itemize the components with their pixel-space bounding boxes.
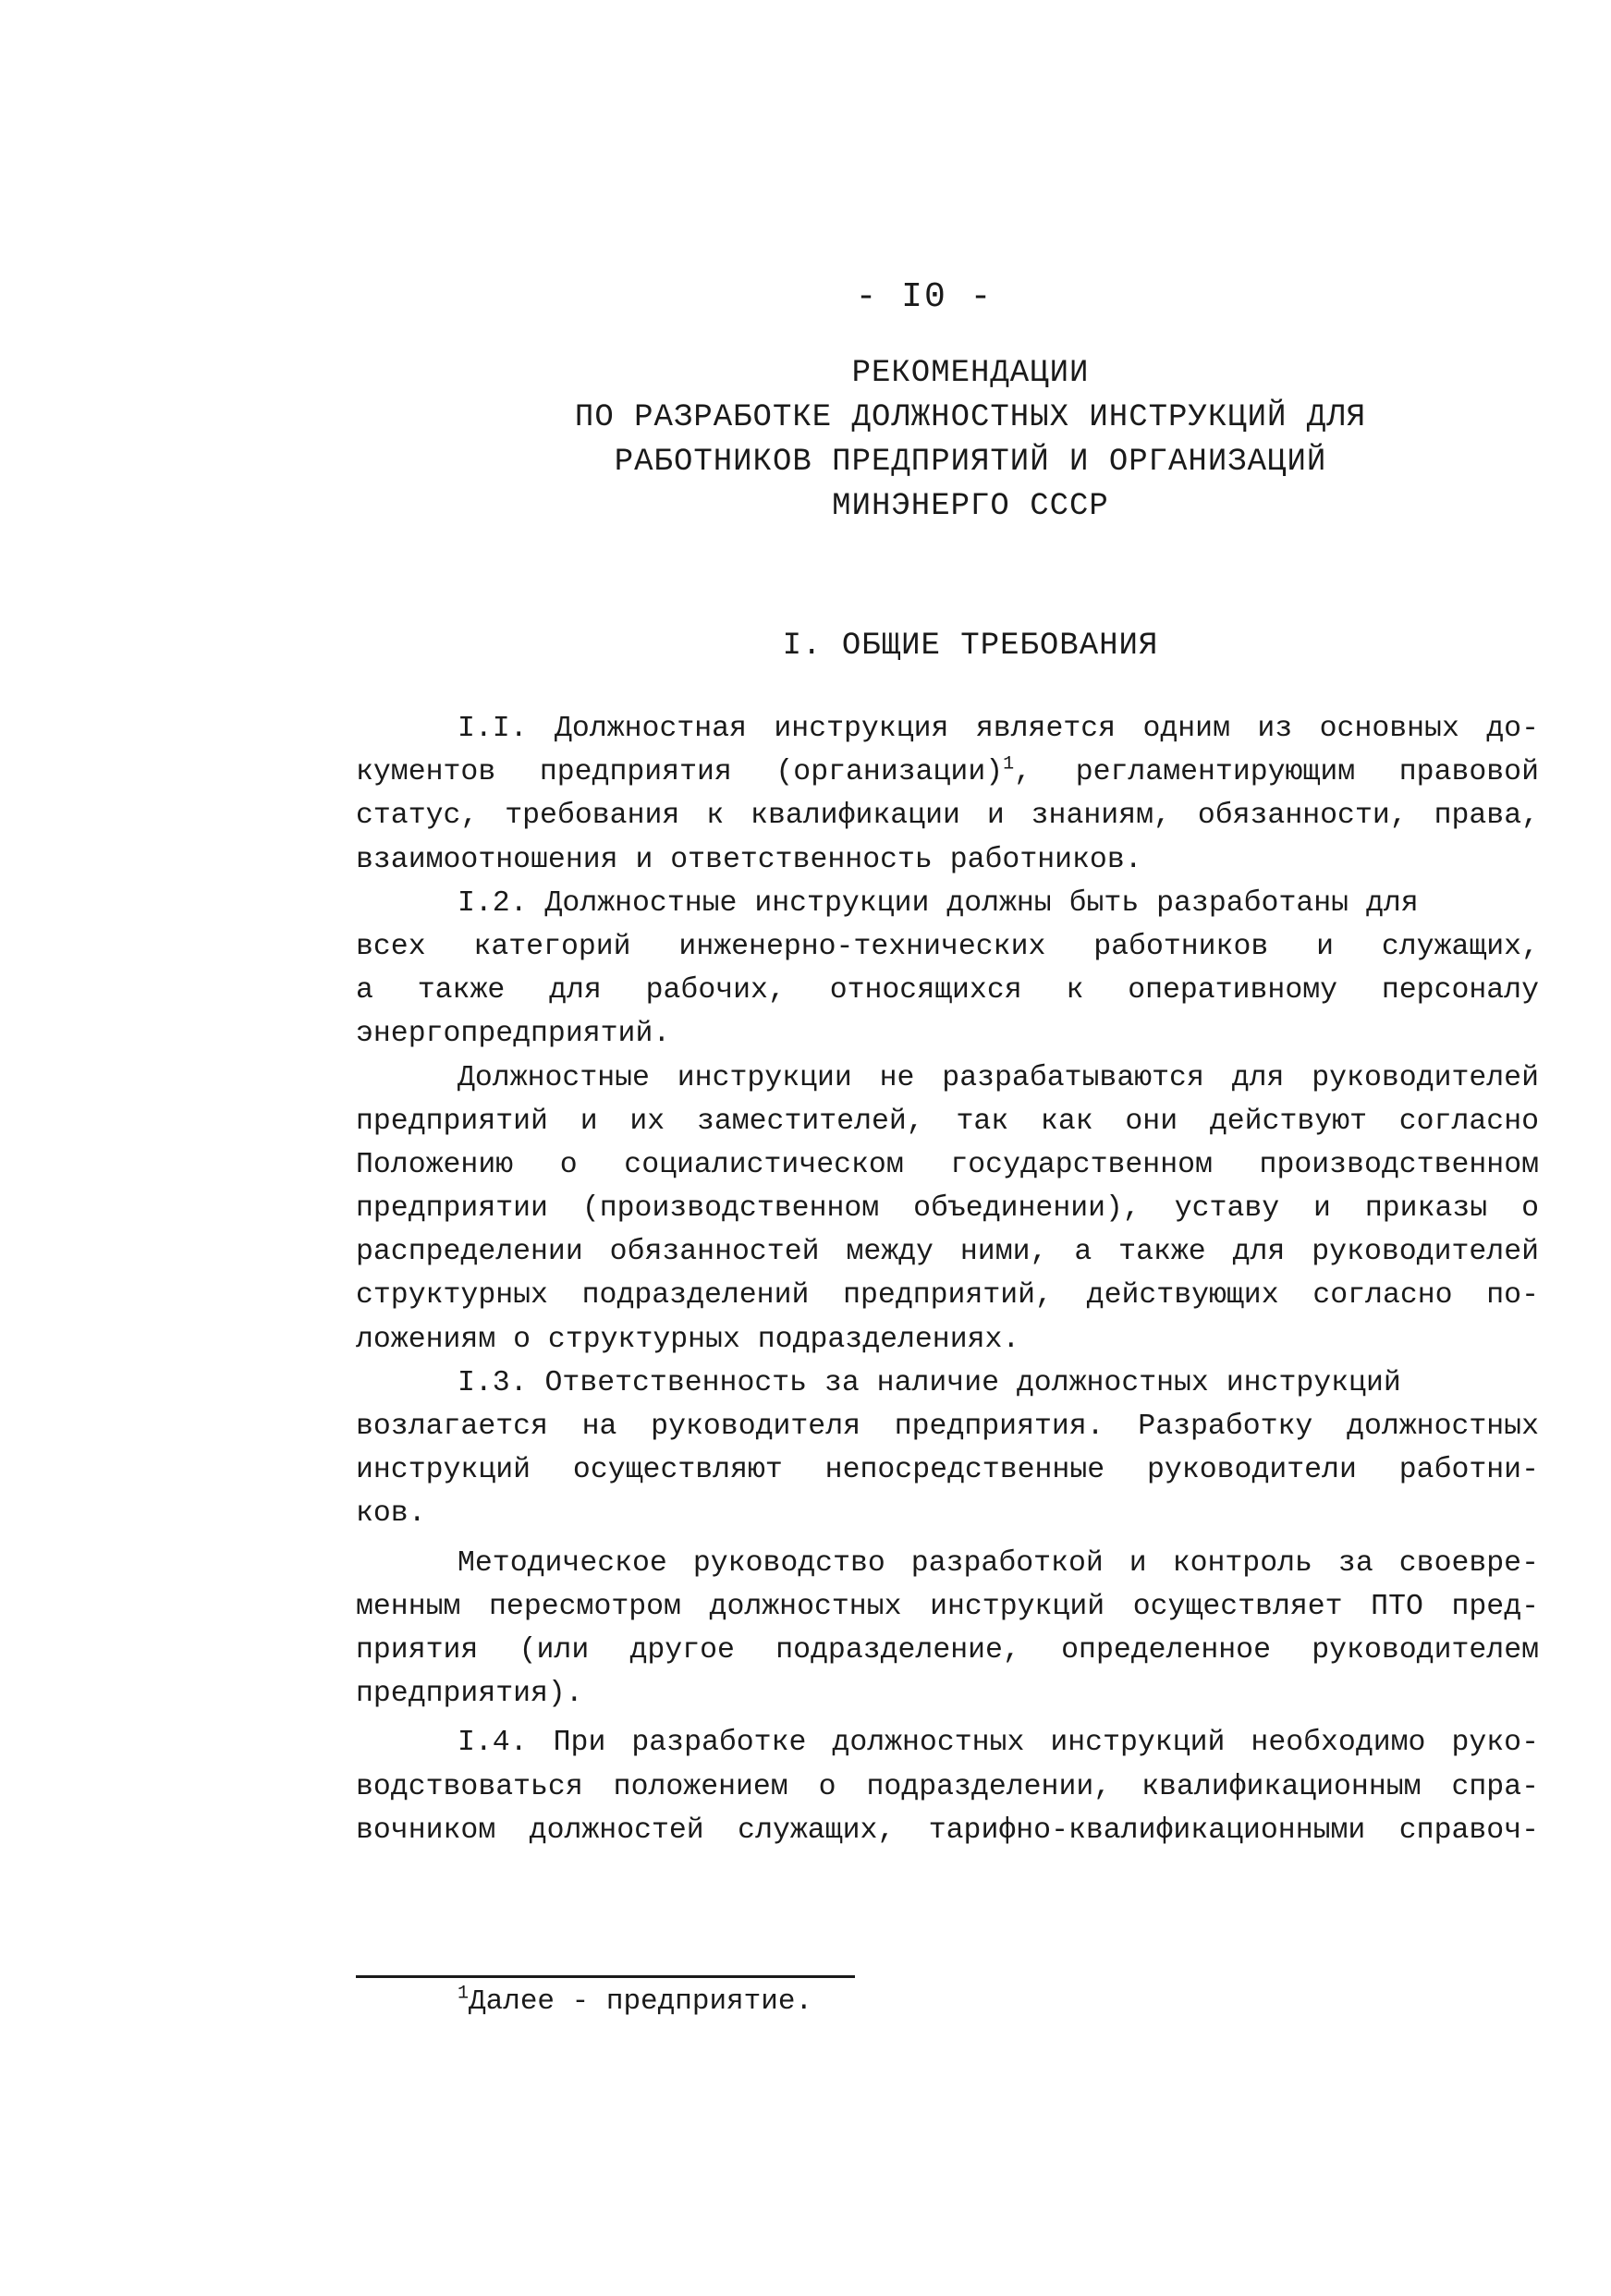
paragraph-line xyxy=(356,751,1539,794)
title-line: РЕКОМЕНДАЦИИ xyxy=(851,356,1090,391)
paragraph-line: ков. xyxy=(356,1497,426,1531)
title-line: РАБОТНИКОВ ПРЕДПРИЯТИЙ И ОРГАНИЗАЦИЙ xyxy=(614,445,1327,480)
paragraph-line: вочником должностей служащих, тарифно-квалификационными справоч- xyxy=(356,1814,1539,1847)
paragraph-line: ложениям о структурных подразделениях. xyxy=(356,1323,1020,1356)
paragraph-line: водствоваться положением о подразделении, квалификационным спра- xyxy=(356,1770,1539,1803)
paragraph-line: менным пересмотром должностных инструкций осуществляет ПТО пред- xyxy=(356,1590,1539,1623)
paragraph-line: Методическое руководство разработкой и контроль за своевре- xyxy=(458,1546,1539,1580)
footnote-reference: 1 xyxy=(1003,753,1015,776)
footnote-marker: 1 xyxy=(458,1983,470,2005)
footnote xyxy=(458,1985,812,2018)
title-line: МИНЭНЕРГО СССР xyxy=(832,489,1109,524)
paragraph-line: Должностные инструкции не разрабатываются для руководителей xyxy=(458,1061,1539,1094)
paragraph-line: предприятий и их заместителей, так как они действуют согласно xyxy=(356,1105,1539,1138)
document-title xyxy=(462,351,1479,529)
paragraph-fragment: , регламентирующим правовой xyxy=(1014,756,1539,789)
paragraph-line: структурных подразделений предприятий, действующих согласно по- xyxy=(356,1279,1539,1313)
footnote-text: Далее - предприятие. xyxy=(469,1985,813,2018)
page-number: - I0 - xyxy=(855,277,994,317)
paragraph-line: взаимоотношения и ответственность работников. xyxy=(356,843,1142,876)
paragraph-line: I.3. Ответственность за наличие должностных инструкций xyxy=(458,1366,1401,1399)
body-text xyxy=(356,707,1539,1852)
paragraph-line: предприятия). xyxy=(356,1678,583,1711)
section-heading: I. ОБЩИЕ ТРЕБОВАНИЯ xyxy=(782,629,1159,664)
paragraph-line: предприятии (производственном объединении), уставу и приказы о xyxy=(356,1192,1539,1226)
paragraph-line: распределении обязанностей между ними, а также для руководителей xyxy=(356,1236,1539,1269)
paragraph-line: всех категорий инженерно-технических работников и служащих, xyxy=(356,930,1539,963)
paragraph-line: I.2. Должностные инструкции должны быть разработаны для xyxy=(458,886,1419,920)
paragraph-line: приятия (или другое подразделение, определенное руководителем xyxy=(356,1633,1539,1667)
paragraph-line: энергопредприятий. xyxy=(356,1018,671,1051)
paragraph-line: а также для рабочих, относящихся к оперативному персоналу xyxy=(356,974,1539,1008)
paragraph-line: статус, требования к квалификации и знаниям, обязанности, права, xyxy=(356,800,1539,833)
paragraph-line: Положению о социалистическом государственном производственном xyxy=(356,1148,1539,1181)
footnote-divider xyxy=(356,1975,855,1978)
title-line: ПО РАЗРАБОТКЕ ДОЛЖНОСТНЫХ ИНСТРУКЦИЙ ДЛЯ xyxy=(574,400,1367,435)
paragraph-line: I.4. При разработке должностных инструкций необходимо руко- xyxy=(458,1727,1539,1760)
paragraph-fragment: кументов предприятия (организации) xyxy=(356,756,1004,789)
paragraph-line: инструкций осуществляют непосредственные руководители работни- xyxy=(356,1454,1539,1487)
paragraph-line: возлагается на руководителя предприятия. Разработку должностных xyxy=(356,1411,1539,1443)
paragraph-line: I.I. Должностная инструкция является одним из основных до- xyxy=(458,713,1539,745)
